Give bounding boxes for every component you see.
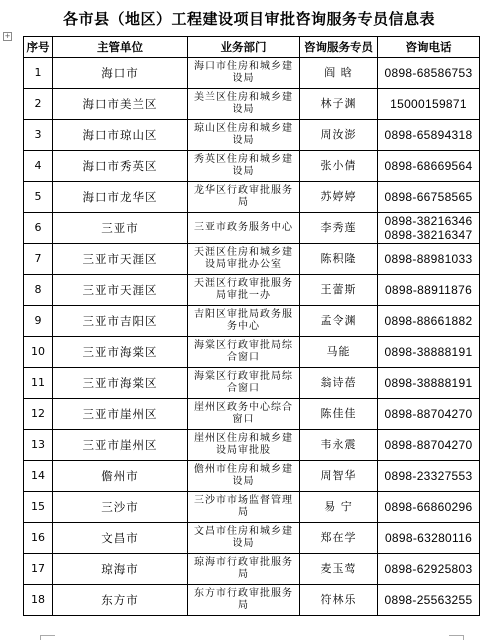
- row-phone: [378, 585, 480, 616]
- row-phone: [378, 89, 480, 120]
- phone-number: 0898-65894318: [384, 128, 473, 142]
- row-phone: [378, 399, 480, 430]
- phone-number: 0898-66758565: [384, 190, 473, 204]
- row-dept: 崖州区住房和城乡建设局审批股: [188, 430, 300, 461]
- row-index: 12: [24, 399, 53, 430]
- header-person: 咨询服务专员: [300, 37, 378, 58]
- row-unit: 海口市秀英区: [53, 151, 188, 182]
- phone-number: 0898-88911876: [384, 283, 473, 297]
- row-person: 周智华: [300, 461, 378, 492]
- row-person: 孟令渊: [300, 306, 378, 337]
- phone-number: 0898-62925803: [384, 562, 473, 576]
- table-header-row: [24, 37, 480, 58]
- table-row: [24, 523, 480, 554]
- table-row: [24, 244, 480, 275]
- table-row: [24, 585, 480, 616]
- row-dept: 东方市行政审批服务局: [188, 585, 300, 616]
- phone-number: 0898-38216347: [384, 228, 473, 242]
- row-dept: 海口市住房和城乡建设局: [188, 58, 300, 89]
- row-index: 16: [24, 523, 53, 554]
- row-phone: [378, 306, 480, 337]
- row-unit: 三亚市海棠区: [53, 337, 188, 368]
- row-phone: [378, 120, 480, 151]
- row-unit: 海口市琼山区: [53, 120, 188, 151]
- table-row: [24, 430, 480, 461]
- row-person: 苏婷婷: [300, 182, 378, 213]
- row-dept: 三亚市政务服务中心: [188, 213, 300, 244]
- table-row: [24, 306, 480, 337]
- table-row: [24, 399, 480, 430]
- phone-number: 0898-88661882: [384, 314, 473, 328]
- phone-number: 0898-38888191: [384, 345, 473, 359]
- table-move-handle-icon[interactable]: +: [4, 32, 11, 40]
- row-dept: 美兰区住房和城乡建设局: [188, 89, 300, 120]
- page-title: 各市县（地区）工程建设项目审批咨询服务专员信息表: [63, 10, 436, 28]
- row-dept: 琼海市行政审批服务局: [188, 554, 300, 585]
- row-unit: 海口市: [53, 58, 188, 89]
- row-unit: 琼海市: [53, 554, 188, 585]
- row-phone: [378, 554, 480, 585]
- table-row: [24, 492, 480, 523]
- row-phone: [378, 492, 480, 523]
- row-dept: 海棠区行政审批局综合窗口: [188, 337, 300, 368]
- phone-number: 0898-25563255: [384, 593, 473, 607]
- phone-number: 0898-88704270: [384, 438, 473, 452]
- row-phone: [378, 523, 480, 554]
- row-dept: 天涯区住房和城乡建设局审批办公室: [188, 244, 300, 275]
- row-unit: 三亚市崖州区: [53, 399, 188, 430]
- phone-number: 0898-63280116: [384, 531, 473, 545]
- phone-number: 0898-23327553: [384, 469, 473, 483]
- phone-number: 0898-38216346: [384, 214, 473, 228]
- row-index: 13: [24, 430, 53, 461]
- row-unit: 三亚市海棠区: [53, 368, 188, 399]
- row-index: 14: [24, 461, 53, 492]
- row-unit: 文昌市: [53, 523, 188, 554]
- row-dept: 海棠区行政审批局综合窗口: [188, 368, 300, 399]
- row-index: 10: [24, 337, 53, 368]
- row-unit: 三亚市吉阳区: [53, 306, 188, 337]
- row-dept: 崖州区政务中心综合窗口: [188, 399, 300, 430]
- page-corner-mark: [40, 635, 55, 640]
- row-phone: [378, 368, 480, 399]
- row-unit: 三亚市: [53, 213, 188, 244]
- row-unit: 海口市龙华区: [53, 182, 188, 213]
- row-person: 翁诗蓓: [300, 368, 378, 399]
- row-index: 1: [24, 58, 53, 89]
- phone-number: 0898-68669564: [384, 159, 473, 173]
- row-index: 5: [24, 182, 53, 213]
- row-person: 麦玉莺: [300, 554, 378, 585]
- row-unit: 三亚市天涯区: [53, 244, 188, 275]
- header-phone: 咨询电话: [378, 37, 480, 58]
- row-person: 符林乐: [300, 585, 378, 616]
- row-index: 17: [24, 554, 53, 585]
- table-row: [24, 182, 480, 213]
- table-row: [24, 58, 480, 89]
- row-dept: 秀英区住房和城乡建设局: [188, 151, 300, 182]
- row-dept: 吉阳区审批局政务服务中心: [188, 306, 300, 337]
- row-person: 林子渊: [300, 89, 378, 120]
- row-phone: [378, 337, 480, 368]
- row-person: 李秀莲: [300, 213, 378, 244]
- row-dept: 文昌市住房和城乡建设局: [188, 523, 300, 554]
- table-row: [24, 368, 480, 399]
- table-row: [24, 151, 480, 182]
- table-row: [24, 213, 480, 244]
- row-index: 7: [24, 244, 53, 275]
- row-person: 马能: [300, 337, 378, 368]
- table-body: [24, 58, 480, 616]
- row-phone: [378, 151, 480, 182]
- row-index: 8: [24, 275, 53, 306]
- row-index: 15: [24, 492, 53, 523]
- table-row: [24, 120, 480, 151]
- row-index: 3: [24, 120, 53, 151]
- info-table: [23, 36, 480, 616]
- row-person: 陈积隆: [300, 244, 378, 275]
- table-row: [24, 275, 480, 306]
- table-row: [24, 554, 480, 585]
- row-unit: 三沙市: [53, 492, 188, 523]
- row-phone: [378, 461, 480, 492]
- row-phone: [378, 244, 480, 275]
- row-unit: 东方市: [53, 585, 188, 616]
- row-dept: 龙华区行政审批服务局: [188, 182, 300, 213]
- row-person: 陈佳佳: [300, 399, 378, 430]
- row-unit: 三亚市崖州区: [53, 430, 188, 461]
- table-row: [24, 89, 480, 120]
- row-index: 9: [24, 306, 53, 337]
- row-index: 18: [24, 585, 53, 616]
- header-dept: 业务部门: [188, 37, 300, 58]
- phone-number: 0898-66860296: [384, 500, 473, 514]
- row-dept: 琼山区住房和城乡建设局: [188, 120, 300, 151]
- row-phone: [378, 213, 480, 244]
- phone-number: 0898-88704270: [384, 407, 473, 421]
- row-person: 阎 晗: [300, 58, 378, 89]
- row-index: 4: [24, 151, 53, 182]
- phone-number: 0898-88981033: [384, 252, 473, 266]
- row-person: 王蕾斯: [300, 275, 378, 306]
- row-phone: [378, 275, 480, 306]
- header-unit: 主管单位: [53, 37, 188, 58]
- row-index: 11: [24, 368, 53, 399]
- row-unit: 儋州市: [53, 461, 188, 492]
- page-corner-mark: [449, 635, 464, 640]
- header-index: 序号: [24, 37, 53, 58]
- row-index: 2: [24, 89, 53, 120]
- row-index: 6: [24, 213, 53, 244]
- table-row: [24, 461, 480, 492]
- phone-number: 15000159871: [390, 97, 467, 111]
- row-dept: 儋州市住房和城乡建设局: [188, 461, 300, 492]
- row-person: 张小倩: [300, 151, 378, 182]
- table-row: [24, 337, 480, 368]
- phone-number: 0898-38888191: [384, 376, 473, 390]
- row-unit: 三亚市天涯区: [53, 275, 188, 306]
- row-person: 郑在学: [300, 523, 378, 554]
- row-person: 易 宁: [300, 492, 378, 523]
- row-person: 韦永震: [300, 430, 378, 461]
- row-phone: [378, 58, 480, 89]
- row-dept: 三沙市市场监督管理局: [188, 492, 300, 523]
- row-phone: [378, 430, 480, 461]
- row-dept: 天涯区行政审批服务局审批一办: [188, 275, 300, 306]
- phone-number: 0898-68586753: [384, 66, 473, 80]
- row-unit: 海口市美兰区: [53, 89, 188, 120]
- row-phone: [378, 182, 480, 213]
- row-person: 周汝澎: [300, 120, 378, 151]
